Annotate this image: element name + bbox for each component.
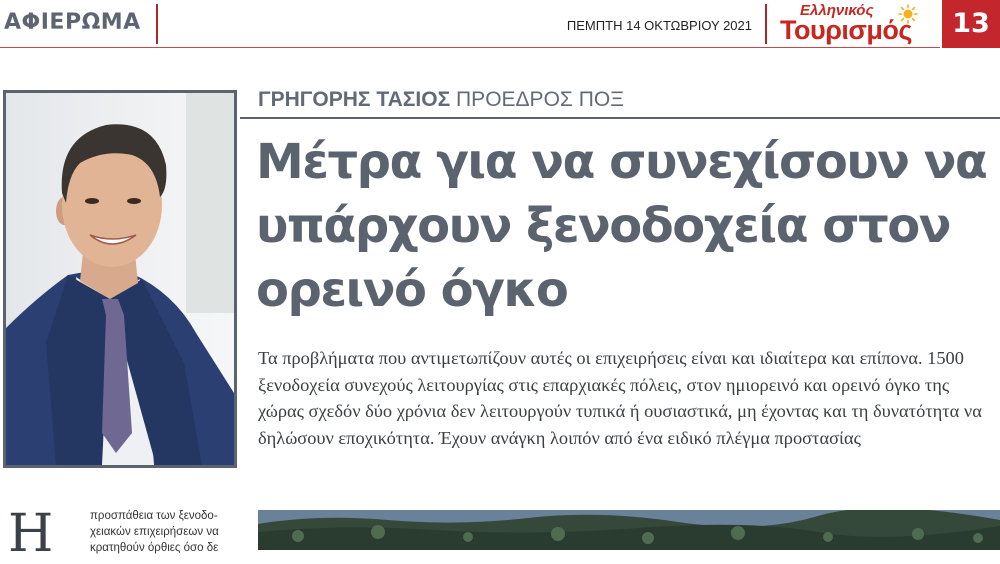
page-number: 13 — [942, 0, 1000, 48]
logo-text-top: Ελληνικός — [800, 2, 874, 19]
page-header — [0, 0, 1000, 48]
header-rule — [0, 47, 940, 48]
byline — [258, 88, 624, 112]
byline-rule — [240, 117, 1000, 119]
header-divider — [156, 4, 158, 44]
headline: Μέτρα για να συνεχίσουν να υπάρχουν ξενοδοχεία στον ορεινό όγκο — [256, 134, 987, 318]
drop-cap: Η — [8, 504, 54, 564]
header-divider — [765, 4, 767, 44]
landscape-photo — [258, 510, 1000, 550]
author-portrait — [3, 90, 237, 468]
author-role: ΠΡΟΕΔΡΟΣ ΠΟΞ — [456, 88, 624, 111]
article-lead: Τα προβλήματα που αντιμετωπίζουν αυτές οι επιχειρήσεις είναι και ιδιαίτερα και επίπονα. 1500 ξενοδοχεία συνεχούς λειτουργίας στις επαρχιακές πόλεις, στον ημιορεινό και ορεινό όγκο της χώρας σχεδόν δύο χρόνια δεν λειτουργούν τυπικά ή ουσιαστικά, μη έχοντας και τη δυνατότητα να δηλώσουν εποχικότητα. Έχουν ανάγκη λοιπόν από ένα ειδικό πλέγμα προστασίας — [258, 348, 982, 448]
issue-date: ΠΕΜΠΤΗ 14 ΟΚΤΩΒΡΙΟΥ 2021 — [566, 18, 752, 33]
article-body: προσπάθεια των ξενοδο-χειακών επιχειρήσεων να κρατηθούν όρθιες όσο δε — [90, 510, 219, 554]
logo-text-main: Τουρισμός — [780, 15, 912, 45]
section-label: ΑΦΙΕΡΩΜΑ — [4, 10, 141, 35]
author-name: ΓΡΗΓΟΡΗΣ ΤΑΣΙΟΣ — [258, 88, 451, 111]
